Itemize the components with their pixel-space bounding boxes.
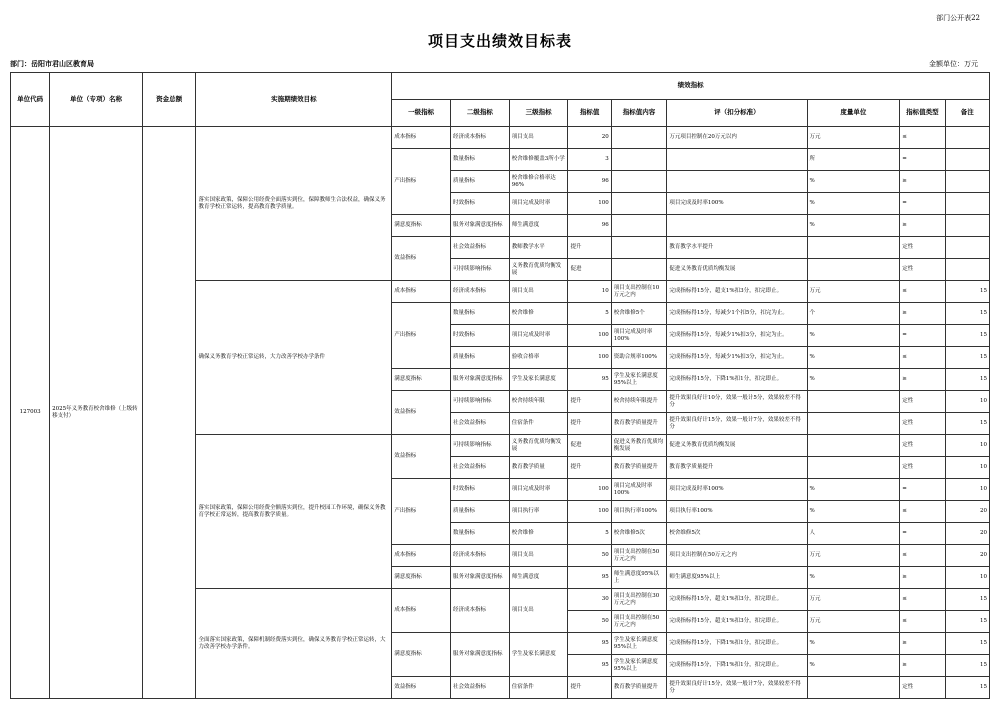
type-cell: ≤ xyxy=(900,589,945,611)
level3-cell: 教育教学质量 xyxy=(509,457,568,479)
standard-cell: 项目完成及时率100% xyxy=(667,479,807,501)
note-cell xyxy=(945,215,989,237)
type-cell: 定性 xyxy=(900,391,945,413)
header-goal: 实施期绩效目标 xyxy=(196,73,392,127)
content-cell: 项目支出控制在50万元之内 xyxy=(611,545,667,567)
header-level2: 二级指标 xyxy=(450,100,509,127)
level1-cell: 满意度指标 xyxy=(392,369,451,391)
level3-cell: 项目支出 xyxy=(509,589,568,633)
unit-code-cell: 127003 xyxy=(11,127,50,699)
type-cell: ≥ xyxy=(900,567,945,589)
note-cell: 10 xyxy=(945,391,989,413)
content-cell: 学生及家长满意度95%以上 xyxy=(611,655,667,677)
level3-cell: 校舍持续年限 xyxy=(509,391,568,413)
header-note: 备注 xyxy=(945,100,989,127)
measure-cell: % xyxy=(807,193,900,215)
standard-cell: 完成指标得15分，超支1%扣3分，扣完即止。 xyxy=(667,281,807,303)
standard-cell: 提升效果良好计10分，效果一般计5分，效果较差不得分 xyxy=(667,391,807,413)
type-cell: ≤ xyxy=(900,545,945,567)
level3-cell: 项目支出 xyxy=(509,281,568,303)
note-cell: 20 xyxy=(945,545,989,567)
level2-cell: 质量指标 xyxy=(450,347,509,369)
level1-cell: 产出指标 xyxy=(392,479,451,545)
level3-cell: 师生满意度 xyxy=(509,567,568,589)
value-cell: 100 xyxy=(568,347,611,369)
level2-cell: 数量指标 xyxy=(450,523,509,545)
type-cell: = xyxy=(900,149,945,171)
table-number-label: 部门公开表22 xyxy=(936,14,980,22)
content-cell: 项目支出控制在50万元之内 xyxy=(611,611,667,633)
note-cell xyxy=(945,193,989,215)
content-cell: 项目支出控制在30万元之内 xyxy=(611,589,667,611)
level1-cell: 成本指标 xyxy=(392,127,451,149)
note-cell: 15 xyxy=(945,589,989,611)
measure-cell: 万元 xyxy=(807,611,900,633)
measure-cell xyxy=(807,413,900,435)
measure-cell: % xyxy=(807,325,900,347)
level2-cell: 服务对象满意度指标 xyxy=(450,215,509,237)
measure-cell: 万元 xyxy=(807,127,900,149)
content-cell: 资助合规率100% xyxy=(611,347,667,369)
table-body xyxy=(11,127,990,699)
note-cell xyxy=(945,259,989,281)
header-unit-code: 单位代码 xyxy=(11,73,50,127)
level3-cell: 住宿条件 xyxy=(509,677,568,699)
header-indicators: 绩效指标 xyxy=(392,73,990,100)
header-level1: 一级指标 xyxy=(392,100,451,127)
standard-cell: 完成指标得15分，每减少1个扣5分，扣完为止。 xyxy=(667,303,807,325)
content-cell: 项目完成及时率100% xyxy=(611,325,667,347)
standard-cell: 提升效果良好计15分，效果一般计7分，效果较差不得分 xyxy=(667,413,807,435)
content-cell: 师生满意度95%以上 xyxy=(611,567,667,589)
level1-cell: 效益指标 xyxy=(392,677,451,699)
note-cell: 15 xyxy=(945,677,989,699)
level2-cell: 可持续影响指标 xyxy=(450,391,509,413)
content-cell xyxy=(611,259,667,281)
content-cell: 项目完成及时率100% xyxy=(611,479,667,501)
measure-cell: % xyxy=(807,215,900,237)
total-funds-cell xyxy=(142,127,196,699)
amount-unit-label: 金额单位：万元 xyxy=(929,60,978,68)
note-cell xyxy=(945,171,989,193)
level2-cell: 数量指标 xyxy=(450,149,509,171)
value-cell: 促进 xyxy=(568,435,611,457)
measure-cell xyxy=(807,391,900,413)
level3-cell: 项目完成及时率 xyxy=(509,193,568,215)
measure-cell xyxy=(807,259,900,281)
value-cell: 95 xyxy=(568,369,611,391)
type-cell: ≥ xyxy=(900,303,945,325)
level1-cell: 效益指标 xyxy=(392,391,451,435)
value-cell: 96 xyxy=(568,171,611,193)
level2-cell: 经济成本指标 xyxy=(450,127,509,149)
header-unit-name: 单位（专项）名称 xyxy=(50,73,143,127)
level3-cell: 项目完成及时率 xyxy=(509,479,568,501)
type-cell: = xyxy=(900,193,945,215)
header-measure: 度量单位 xyxy=(807,100,900,127)
note-cell xyxy=(945,237,989,259)
level3-cell: 项目支出 xyxy=(509,127,568,149)
measure-cell: 所 xyxy=(807,149,900,171)
level2-cell: 经济成本指标 xyxy=(450,545,509,567)
content-cell: 项目支出控制在10万元之内 xyxy=(611,281,667,303)
level3-cell: 师生满意度 xyxy=(509,215,568,237)
standard-cell: 完成指标得15分，超支1%扣3分，扣完即止。 xyxy=(667,589,807,611)
value-cell: 50 xyxy=(568,545,611,567)
standard-cell: 完成指标得15分，超支1%扣3分，扣完即止。 xyxy=(667,611,807,633)
header-content: 指标值内容 xyxy=(611,100,667,127)
content-cell: 教育教学质量提升 xyxy=(611,677,667,699)
content-cell: 学生及家长满意度95%以上 xyxy=(611,633,667,655)
standard-cell: 完成指标得15分，下降1%扣1分，扣完即止。 xyxy=(667,633,807,655)
type-cell: ≤ xyxy=(900,611,945,633)
measure-cell: % xyxy=(807,567,900,589)
level3-cell: 项目支出 xyxy=(509,545,568,567)
level2-cell: 社会效益指标 xyxy=(450,457,509,479)
measure-cell: % xyxy=(807,479,900,501)
value-cell: 95 xyxy=(568,567,611,589)
level1-cell: 产出指标 xyxy=(392,303,451,369)
type-cell: = xyxy=(900,479,945,501)
measure-cell: % xyxy=(807,633,900,655)
content-cell xyxy=(611,215,667,237)
type-cell: 定性 xyxy=(900,457,945,479)
standard-cell: 教育教学水平提升 xyxy=(667,237,807,259)
level3-cell: 项目完成及时率 xyxy=(509,325,568,347)
level3-cell: 校舍维修 xyxy=(509,523,568,545)
level3-cell: 学生及家长满意度 xyxy=(509,633,568,677)
type-cell: 定性 xyxy=(900,413,945,435)
standard-cell: 完成指标得15分，每减少1%扣3分，扣完为止。 xyxy=(667,325,807,347)
standard-cell: 师生满意度95%以上 xyxy=(667,567,807,589)
note-cell: 15 xyxy=(945,303,989,325)
value-cell: 95 xyxy=(568,655,611,677)
type-cell: 定性 xyxy=(900,677,945,699)
standard-cell: 校舍维修5次 xyxy=(667,523,807,545)
unit-name-cell: 2025年义务教育校舍维修（上级转移支付） xyxy=(50,127,143,699)
content-cell: 学生及家长满意度95%以上 xyxy=(611,369,667,391)
header-standard: 评（扣分标准） xyxy=(667,100,807,127)
type-cell: ≥ xyxy=(900,171,945,193)
level3-cell: 住宿条件 xyxy=(509,413,568,435)
note-cell: 15 xyxy=(945,369,989,391)
value-cell: 100 xyxy=(568,501,611,523)
type-cell: ≤ xyxy=(900,347,945,369)
standard-cell: 项目支出控制在50万元之内 xyxy=(667,545,807,567)
type-cell: = xyxy=(900,523,945,545)
measure-cell: 万元 xyxy=(807,545,900,567)
note-cell: 20 xyxy=(945,501,989,523)
level2-cell: 经济成本指标 xyxy=(450,589,509,633)
value-cell: 96 xyxy=(568,215,611,237)
level2-cell: 服务对象满意度指标 xyxy=(450,633,509,677)
level2-cell: 时效指标 xyxy=(450,193,509,215)
content-cell xyxy=(611,127,667,149)
standard-cell: 项目完成及时率100% xyxy=(667,193,807,215)
content-cell: 校舍持续年限提升 xyxy=(611,391,667,413)
level1-cell: 产出指标 xyxy=(392,149,451,215)
goal-cell: 全面落实国家政策，保障机制经费落实到位，确保义务教育学校正常运转，大力改善学校办学条件。 xyxy=(196,589,392,699)
standard-cell: 提升效果良好计15分，效果一般计7分，效果较差不得分 xyxy=(667,677,807,699)
value-cell: 提升 xyxy=(568,237,611,259)
note-cell: 10 xyxy=(945,435,989,457)
type-cell: ≥ xyxy=(900,655,945,677)
measure-cell: % xyxy=(807,369,900,391)
type-cell: ≤ xyxy=(900,281,945,303)
standard-cell: 完成指标得15分，下降1%扣1分，扣完即止。 xyxy=(667,369,807,391)
standard-cell: 促进义务教育优质均衡发展 xyxy=(667,259,807,281)
measure-cell: 万元 xyxy=(807,589,900,611)
page-title: 项目支出绩效目标表 xyxy=(427,32,572,50)
level3-cell: 校舍维修 xyxy=(509,303,568,325)
standard-cell xyxy=(667,171,807,193)
level3-cell: 项目执行率 xyxy=(509,501,568,523)
note-cell: 15 xyxy=(945,413,989,435)
value-cell: 3 xyxy=(568,149,611,171)
level3-cell: 义务教育优质均衡发展 xyxy=(509,259,568,281)
note-cell: 15 xyxy=(945,281,989,303)
measure-cell: 个 xyxy=(807,303,900,325)
header-type: 指标值类型 xyxy=(900,100,945,127)
content-cell: 项目执行率100% xyxy=(611,501,667,523)
level2-cell: 社会效益指标 xyxy=(450,237,509,259)
note-cell xyxy=(945,149,989,171)
level2-cell: 质量指标 xyxy=(450,501,509,523)
value-cell: 提升 xyxy=(568,413,611,435)
value-cell: 30 xyxy=(568,589,611,611)
type-cell: 定性 xyxy=(900,435,945,457)
goal-cell: 落实国家政策，保障公用经费全面落实到位，保障教师生合法权益，确保义务教育学校正常运转，提高教育教学质量。 xyxy=(196,127,392,281)
note-cell xyxy=(945,127,989,149)
header-total-funds: 资金总额 xyxy=(142,73,196,127)
standard-cell: 教育教学质量提升 xyxy=(667,457,807,479)
value-cell: 提升 xyxy=(568,677,611,699)
content-cell xyxy=(611,171,667,193)
standard-cell xyxy=(667,215,807,237)
level1-cell: 成本指标 xyxy=(392,545,451,567)
level2-cell: 时效指标 xyxy=(450,325,509,347)
level3-cell: 校舍维修合格率达96% xyxy=(509,171,568,193)
value-cell: 提升 xyxy=(568,391,611,413)
content-cell: 校舍维修5个 xyxy=(611,303,667,325)
value-cell: 50 xyxy=(568,611,611,633)
level2-cell: 经济成本指标 xyxy=(450,281,509,303)
level1-cell: 满意度指标 xyxy=(392,567,451,589)
value-cell: 100 xyxy=(568,325,611,347)
note-cell: 15 xyxy=(945,633,989,655)
table-row xyxy=(11,127,990,149)
level2-cell: 数量指标 xyxy=(450,303,509,325)
level2-cell: 服务对象满意度指标 xyxy=(450,369,509,391)
measure-cell: % xyxy=(807,655,900,677)
note-cell: 10 xyxy=(945,457,989,479)
measure-cell: % xyxy=(807,347,900,369)
content-cell: 促进义务教育优质均衡发展 xyxy=(611,435,667,457)
measure-cell xyxy=(807,677,900,699)
content-cell xyxy=(611,193,667,215)
level1-cell: 满意度指标 xyxy=(392,633,451,677)
level1-cell: 效益指标 xyxy=(392,435,451,479)
level2-cell: 服务对象满意度指标 xyxy=(450,567,509,589)
content-cell xyxy=(611,237,667,259)
type-cell: ≥ xyxy=(900,633,945,655)
measure-cell: 万元 xyxy=(807,281,900,303)
level3-cell: 学生及家长满意度 xyxy=(509,369,568,391)
standard-cell xyxy=(667,149,807,171)
value-cell: 5 xyxy=(568,523,611,545)
level1-cell: 成本指标 xyxy=(392,589,451,633)
note-cell: 15 xyxy=(945,611,989,633)
level2-cell: 可持续影响指标 xyxy=(450,435,509,457)
type-cell: = xyxy=(900,325,945,347)
value-cell: 100 xyxy=(568,193,611,215)
level2-cell: 社会效益指标 xyxy=(450,413,509,435)
department-label: 部门：岳阳市君山区教育局 xyxy=(10,59,94,68)
type-cell: 定性 xyxy=(900,259,945,281)
value-cell: 100 xyxy=(568,479,611,501)
level3-cell: 校舍维修覆盖3所小学 xyxy=(509,149,568,171)
value-cell: 提升 xyxy=(568,457,611,479)
note-cell: 15 xyxy=(945,325,989,347)
standard-cell: 完成指标得15分，每减少1%扣3分，扣完为止。 xyxy=(667,347,807,369)
note-cell: 20 xyxy=(945,523,989,545)
measure-cell xyxy=(807,237,900,259)
value-cell: 20 xyxy=(568,127,611,149)
content-cell xyxy=(611,149,667,171)
content-cell: 教育教学质量提升 xyxy=(611,457,667,479)
measure-cell xyxy=(807,435,900,457)
level1-cell: 成本指标 xyxy=(392,281,451,303)
level1-cell: 满意度指标 xyxy=(392,215,451,237)
type-cell: ≤ xyxy=(900,127,945,149)
value-cell: 95 xyxy=(568,633,611,655)
type-cell: ≤ xyxy=(900,501,945,523)
goal-cell: 落实国家政策，保障公用经费全额落实到位，提升校园工作环境，确保义务教育学校正常运转，提高教育教学质量。 xyxy=(196,435,392,589)
level2-cell: 时效指标 xyxy=(450,479,509,501)
standard-cell: 促进义务教育优质均衡发展 xyxy=(667,435,807,457)
standard-cell: 项目执行率100% xyxy=(667,501,807,523)
note-cell: 10 xyxy=(945,479,989,501)
level2-cell: 可持续影响指标 xyxy=(450,259,509,281)
standard-cell: 完成指标得15分，下降1%扣1分，扣完即止。 xyxy=(667,655,807,677)
value-cell: 10 xyxy=(568,281,611,303)
type-cell: 定性 xyxy=(900,237,945,259)
measure-cell: 人 xyxy=(807,523,900,545)
standard-cell: 万元项目控制在20万元以内 xyxy=(667,127,807,149)
level2-cell: 社会效益指标 xyxy=(450,677,509,699)
level3-cell: 教师教学水平 xyxy=(509,237,568,259)
content-cell: 校舍维修5次 xyxy=(611,523,667,545)
performance-table xyxy=(10,72,990,699)
level3-cell: 义务教育优质均衡发展 xyxy=(509,435,568,457)
note-cell: 15 xyxy=(945,347,989,369)
measure-cell xyxy=(807,457,900,479)
value-cell: 5 xyxy=(568,303,611,325)
content-cell: 教育教学质量提升 xyxy=(611,413,667,435)
type-cell: ≥ xyxy=(900,369,945,391)
type-cell: ≥ xyxy=(900,215,945,237)
level2-cell: 质量指标 xyxy=(450,171,509,193)
level1-cell: 效益指标 xyxy=(392,237,451,281)
header-level3: 三级指标 xyxy=(509,100,568,127)
measure-cell: % xyxy=(807,501,900,523)
level3-cell: 验收合格率 xyxy=(509,347,568,369)
goal-cell: 确保义务教育学校正常运转，大力改善学校办学条件 xyxy=(196,281,392,435)
note-cell: 10 xyxy=(945,567,989,589)
header-value: 指标值 xyxy=(568,100,611,127)
note-cell: 15 xyxy=(945,655,989,677)
value-cell: 促进 xyxy=(568,259,611,281)
measure-cell: % xyxy=(807,171,900,193)
